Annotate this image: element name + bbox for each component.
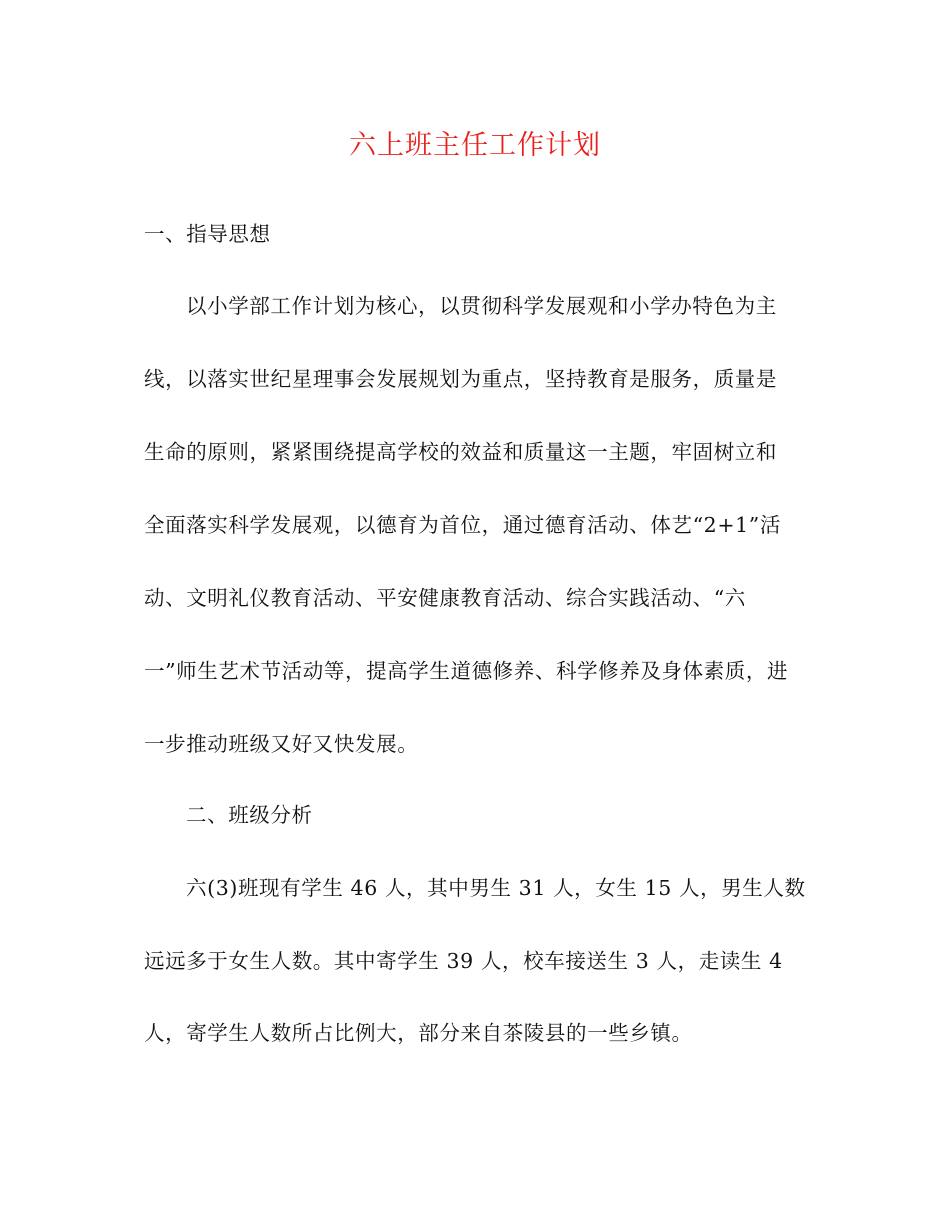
document-title: 六上班主任工作计划 <box>349 130 601 161</box>
paragraph-line: 人，寄学生人数所占比例大，部分来自茶陵县的一些乡镇。 <box>144 1021 693 1045</box>
paragraph-line: 远远多于女生人数。其中寄学生 39 人，校车接送生 3 人，走读生 4 <box>144 949 783 973</box>
paragraph-line: 以小学部工作计划为核心，以贯彻科学发展观和小学办特色为主 <box>186 294 777 318</box>
section-heading-guiding-thought: 一、指导思想 <box>144 222 271 246</box>
paragraph-line: 动、文明礼仪教育活动、平安健康教育活动、综合实践活动、“六 <box>144 586 746 610</box>
paragraph-line: 生命的原则，紧紧围绕提高学校的效益和质量这一主题，牢固树立和 <box>144 440 777 464</box>
paragraph-line: 全面落实科学发展观，以德育为首位，通过德育活动、体艺“2+1”活 <box>144 513 781 537</box>
paragraph-line: 一”师生艺术节活动等，提高学生道德修养、科学修养及身体素质，进 <box>144 659 789 683</box>
section-heading-class-analysis: 二、班级分析 <box>186 803 313 827</box>
paragraph-line: 线，以落实世纪星理事会发展规划为重点，坚持教育是服务，质量是 <box>144 367 777 391</box>
paragraph-line: 六(3)班现有学生 46 人，其中男生 31 人，女生 15 人，男生人数 <box>186 876 806 900</box>
paragraph-line: 一步推动班级又好又快发展。 <box>144 732 419 756</box>
